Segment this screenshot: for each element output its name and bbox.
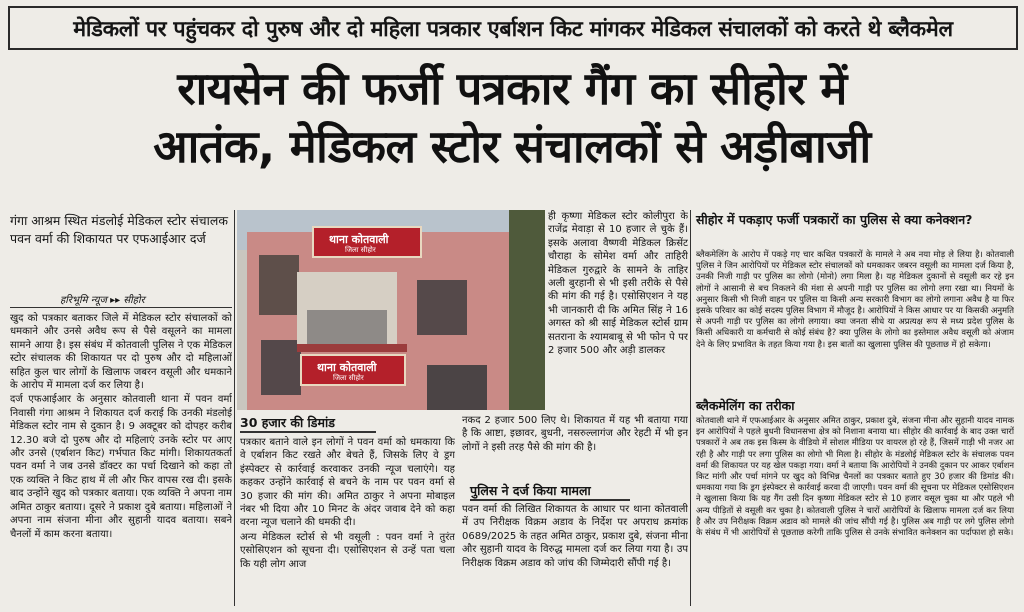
column-divider <box>234 210 235 606</box>
sidebar-paragraph-2 <box>696 415 1014 607</box>
paragraph: पत्रकार बताने वाले इन लोगों ने पवन वर्मा को धमकाया कि वे एर्बाशन किट रखते और बेचते हैं, जिसके लिए वे ड्रग इंस्पेक्टर से कार्रवाई करवाकर उनकी न्यूज चलाएंगे। यह कहकर उन्होंने कार्रवाई से बचने के नाम पर पवन वर्मा से 30 हजार की मांग की। अमित ठाकुर ने अपना मोबाइल नंबर भी दिया और 10 मिनट के अंदर जवाब देने को कहा वरना न्यूज चलाने की धमकी दी। <box>240 437 455 529</box>
paragraph: नकद 2 हजार 500 लिए थे। शिकायत में यह भी बताया गया है कि आष्टा, इछावर, बुधनी, नसरुल्लागंज और रेहटी में भी इन लोगों ने इसी तरह पैसे की मांग की है। <box>462 415 688 453</box>
paragraph: खुद को पत्रकार बताकर जिले में मेडिकल स्टोर संचालकों को धमकाने और उनसे अवैध रूप से पैसे वसूलने का मामला सामने आया है। इस संबंध में कोतवाली पुलिस ने एक मेडिकल स्टोर संचालक की शिकायत पर दो पुरुष और दो महिलाओं सहित कुल चार लोगों के खिलाफ जबरन वसूली और धमकाने के आरोप में मामला दर्ज कर लिया है। <box>10 313 232 392</box>
headline-line-1: रायसेन की फर्जी पत्रकार गैंग का सीहोर में <box>177 62 847 115</box>
divider <box>470 499 630 501</box>
paragraph: दर्ज एफआईआर के अनुसार कोतवाली थाना में पवन वर्मा निवासी गंगा आश्रम ने शिकायत दर्ज कराई कि उनकी मंडलोई मेडिकल स्टोर नाम से दुकान है। 9 अक्टूबर को दोपहर करीब 12.30 बजे दो पुरुष और दो महिलाएं उनके स्टोर पर आए और उनसे (एर्बाशन किट) गर्भपात किट मांगी। शिकायतकर्ता पवन वर्मा ने जब उनसे डॉक्टर का पर्चा दिखाने को कहा तो एक व्यक्ति ने किट हाथ में ली और फिर वापस रख दी। इसके बाद उन्होंने खुद को पत्रकार बताया। एक व्यक्ति ने अपना नाम अमित ठाकुर बताया। दूसरे ने प्रकाश दुबे बताया। महिलाओं ने अपना नाम संजना मीना और सुहानी यादव बताया। सबने चैनलों में काम करना बताया। <box>10 394 232 540</box>
sign-text: थाना कोतवाली <box>329 233 389 246</box>
paragraph: पवन वर्मा की लिखित शिकायत के आधार पर थाना कोतवाली में उप निरीक्षक विक्रम अडाव के निर्देश पर अपराध क्रमांक 0689/2025 के तहत अमित ठाकुर, प्रकाश दुबे, संजना मीना और सुहानी यादव के विरुद्ध मामला दर्ज कर लिया गया है। उप निरीक्षक विक्रम अडाव को जांच की जिम्मेदारी सौंपी गई है। <box>462 504 688 569</box>
sign-subtext: जिला सीहोर <box>345 246 376 254</box>
paragraph: ब्लैकमेलिंग के आरोप में पकड़े गए चार कथित पत्रकारों के मामले ने अब नया मोड़ ले लिया है। कोतवाली पुलिस ने जिन आरोपियों पर मेडिकल स्टोर संचालकों को धमकाकर जबरन वसूली का मामला दर्ज किया है, उनकी निजी गाड़ी पर पुलिस का लोगो (मोनो) लगा मिला है। यह मेडिकल दुकानों से वसूली कर रहे इन लोगों ने आसानी से बच निकलने की मंशा से अपनी गाड़ी पर पुलिस का लोगो लगा रखा था। नियमों के अनुसार किसी भी निजी वाहन पर पुलिस या किसी अन्य सरकारी विभाग का लोगो लगाना अवैध है या फिर इसके परिवार का कोई सदस्य पुलिस विभाग में मौजूद है। आरोपियों ने किस आधार पर या किसकी अनुमति से अपनी गाड़ी पर पुलिस का लोगो लगाया। क्या जनता सीधे या अप्रत्यक्ष रूप से मध्य प्रदेश पुलिस के किसी अधिकारी या कर्मचारी से कोई संबंध है? क्या पुलिस के लोगो का इस्तेमाल अवैध वसूली को अंजाम देने के लिए प्रभावित के तहत किया गया है। इस बातों का खुलासा पुलिस की पूछताछ में हो सकेगा। <box>696 249 1014 349</box>
sidebar-heading-1: सीहोर में पकड़ाए फर्जी पत्रकारों का पुलिस से क्या कनेक्शन? <box>696 212 973 227</box>
sidebar-paragraph-1 <box>696 249 1014 395</box>
article-column-3-top <box>548 210 688 410</box>
headline <box>10 60 1014 176</box>
paragraph: अन्य मेडिकल स्टोर्स से भी वसूली : पवन वर्मा ने तुरंत एसोसिएशन को सूचना दी। एसोसिएशन से उन्हें पता चला कि यही लोग आज <box>240 531 455 570</box>
column-divider <box>690 210 691 606</box>
kicker-text: मेडिकलों पर पहुंचकर दो पुरुष और दो महिला पत्रकार एर्बाशन किट मांगकर मेडिकल संचालकों को करते थे ब्लैकमेल <box>73 16 953 42</box>
paragraph: ही कृष्णा मेडिकल स्टोर कोलीपुरा के राजेंद्र मेवाड़ा से 10 हजार ले चुके हैं। इसके अलावा वैष्णवी मेडिकल क्रिसेंट चौराहा के सोमेश वर्मा और ताहिरी मेडिकल गुरुद्वारे के सामने के ताहिर अली बुरहानी से भी इसी तरीके से पैसे की मांग की गई है। एसोसिएशन ने यह भी जानकारी दी कि अमित सिंह ने 16 अगस्त को श्री साई मेडिकल स्टोर्स ग्राम सतराना के श्यामबाबू से भी फोन पे पर 2 हजार 500 और अड़ी डालकर <box>548 211 688 357</box>
sign-text-lower: थाना कोतवाली <box>317 361 377 374</box>
byline: हरिभूमि न्यूज ▸▸ सीहोर <box>60 295 145 306</box>
sidebar-heading-2: ब्लैकमेलिंग का तरीका <box>696 398 795 413</box>
deck: गंगा आश्रम स्थित मंडलोई मेडिकल स्टोर संचालक पवन वर्मा की शिकायत पर एफआईआर दर्ज <box>10 213 228 246</box>
article-column-3-mid <box>462 414 688 480</box>
paragraph: कोतवाली थाने में एफआईआर के अनुसार अमित ठाकुर, प्रकाश दुबे, संजना मीना और सुहानी यादव नामक इन आरोपियों ने पहले बुधनी विधानसभा क्षेत्र को निशाना बनाया था। सीहोर की कार्रवाई के बाद उक्त चारों पत्रकारों ने अब तक इस किस्म के वीडियो में सोशल मीडिया पर वायरल हो रहे हैं, जिसमें गाड़ी भी नजर आ रही है और गाड़ी पर लगा पुलिस का लोगो भी मिला है। सीहोर के मंडलोई मेडिकल स्टोर के संचालक पवन वर्मा की शिकायत पर यह खेल पकड़ा गया। वर्मा ने बताया कि आरोपियों ने उनकी दुकान पर आकर एर्बाशन किट मांगी और पर्चा मांगने पर खुद को विभिन्न चैनलों का पत्रकार बताते हुए 30 हजार की डिमांड की। धमकाया गया कि ड्रग इंस्पेक्टर से कार्रवाई करवा दी जाएगी। पवन वर्मा की सूचना पर मेडिकल एसोसिएशन ने खुलासा किया कि यह गैंग उसी दिन कृष्णा मेडिकल स्टोर से 10 हजार वसूल चुका था और पहले भी अन्य पीड़ितों से वसूली कर चुका है। कोतवाली पुलिस ने चारों आरोपियों के खिलाफ मामला दर्ज कर लिया है और उप निरीक्षक विक्रम अडाव को मामले की जांच सौंपी गई है। पुलिस अब गाड़ी पर लगे पुलिस लोगो के संबंध में भी आरोपियों से पूछताछ करेगी ताकि पुलिस से उनके संभावित कनेक्शन का पर्दाफाश हो सके। <box>696 415 1014 538</box>
subhead-case-registered: पुलिस ने दर्ज किया मामला <box>470 483 591 498</box>
headline-line-2: आतंक, मेडिकल स्टोर संचालकों से अड़ीबाजी <box>153 120 871 173</box>
article-column-1 <box>10 312 232 608</box>
sign-subtext-lower: जिला सीहोर <box>333 374 364 382</box>
police-station-photo <box>237 210 545 410</box>
kicker-banner <box>8 6 1018 50</box>
police-station-image <box>237 210 545 410</box>
article-column-2 <box>240 436 455 606</box>
article-column-3-bottom <box>462 503 688 606</box>
subhead-demand: 30 हजार की डिमांड <box>240 415 335 430</box>
divider <box>10 307 232 308</box>
divider <box>240 431 376 433</box>
